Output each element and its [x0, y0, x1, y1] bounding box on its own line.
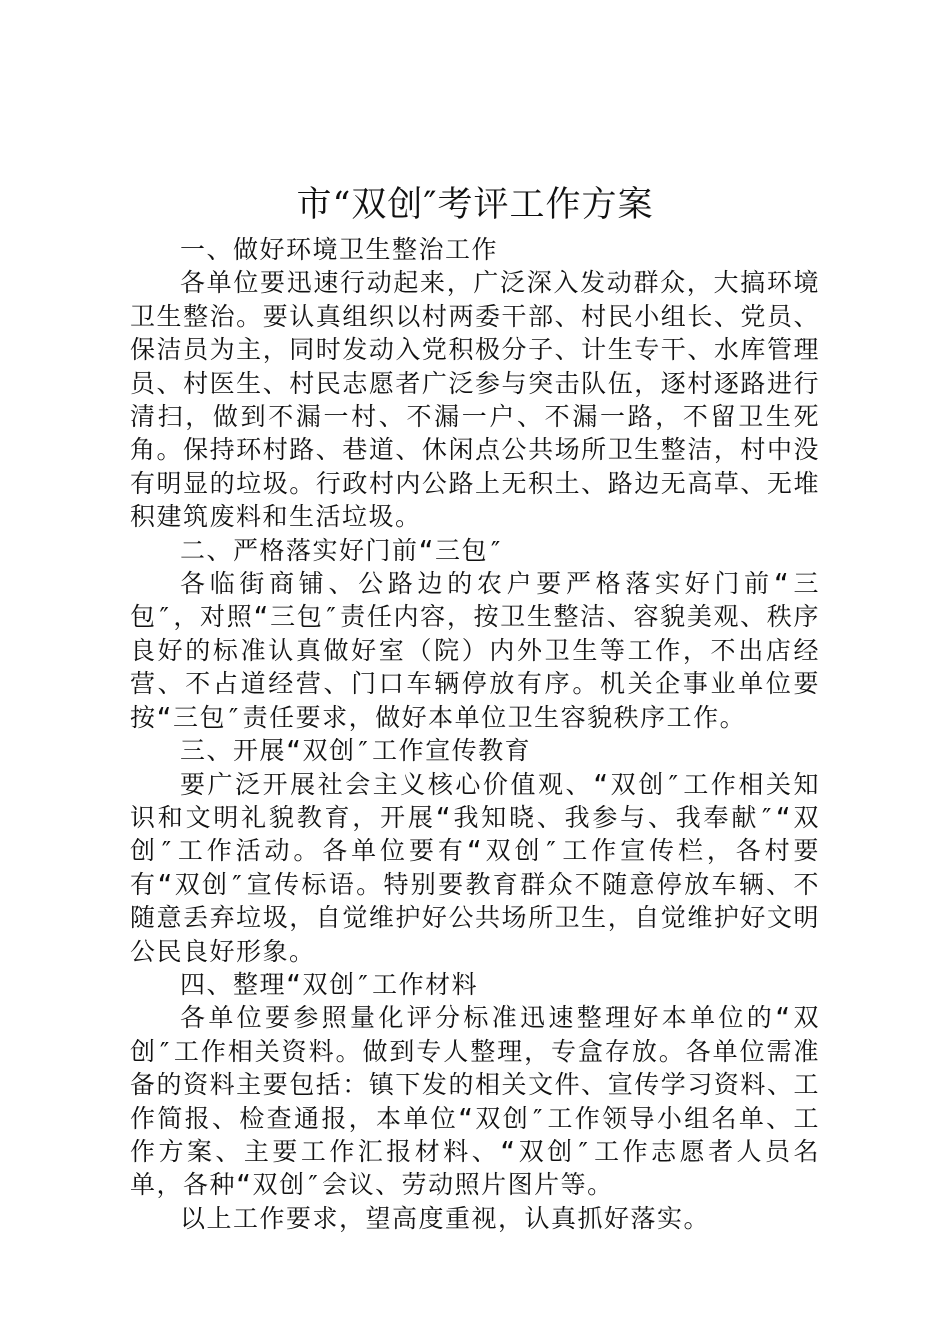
section-paragraph-1: 各单位要迅速行动起来，广泛深入发动群众，大搞环境卫生整治。要认真组织以村两委干部、村民小组长、党员、保洁员为主，同时发动入党积极分子、计生专干、水库管理员、村医生、村民志愿者广泛参与突击队伍，逐村逐路进行清扫，做到不漏一村、不漏一户、不漏一路，不留卫生死角。保持环村路、巷道、休闲点公共场所卫生整洁，村中没有明显的垃圾。行政村内公路上无积土、路边无高草、无堆积建筑废料和生活垃圾。 [130, 268, 820, 532]
section-heading-1: 一、做好环境卫生整治工作 [180, 235, 499, 264]
section-paragraph-4: 各单位要参照量化评分标准迅速整理好本单位的“双创″工作相关资料。做到专人整理，专盒存放。各单位需准备的资料主要包括：镇下发的相关文件、宣传学习资料、工作简报、检查通报，本单位“双创″工作领导小组名单、工作方案、主要工作汇报材料、“双创″工作志愿者人员名单，各种“双创″会议、劳动照片图片等。 [130, 1003, 820, 1200]
section-heading-2: 二、严格落实好门前“三包″ [180, 535, 505, 565]
closing-paragraph: 以上工作要求，望高度重视，认真抓好落实。 [180, 1203, 711, 1233]
document-body [130, 233, 820, 1235]
section-heading-3: 三、开展“双创″工作宣传教育 [180, 736, 532, 766]
section-paragraph-2: 各临街商铺、公路边的农户要严格落实好门前“三包″，对照“三包″责任内容，按卫生整洁、容貌美观、秩序良好的标准认真做好室（院）内外卫生等工作，不出店经营、不占道经营、门口车辆停放有序。机关企事业单位要按“三包″责任要求，做好本单位卫生容貌秩序工作。 [130, 569, 820, 732]
section-heading-4: 四、整理“双创″工作材料 [180, 969, 479, 999]
document-title: 市“双创″考评工作方案 [296, 185, 654, 225]
section-paragraph-3: 要广泛开展社会主义核心价值观、“双创″工作相关知识和文明礼貌教育，开展“我知晓、我参与、我奉献″“双创″工作活动。各单位要有“双创″工作宣传栏，各村要有“双创″宣传标语。特别要教育群众不随意停放车辆、不随意丢弃垃圾，自觉维护好公共场所卫生，自觉维护好文明公民良好形象。 [130, 769, 820, 966]
